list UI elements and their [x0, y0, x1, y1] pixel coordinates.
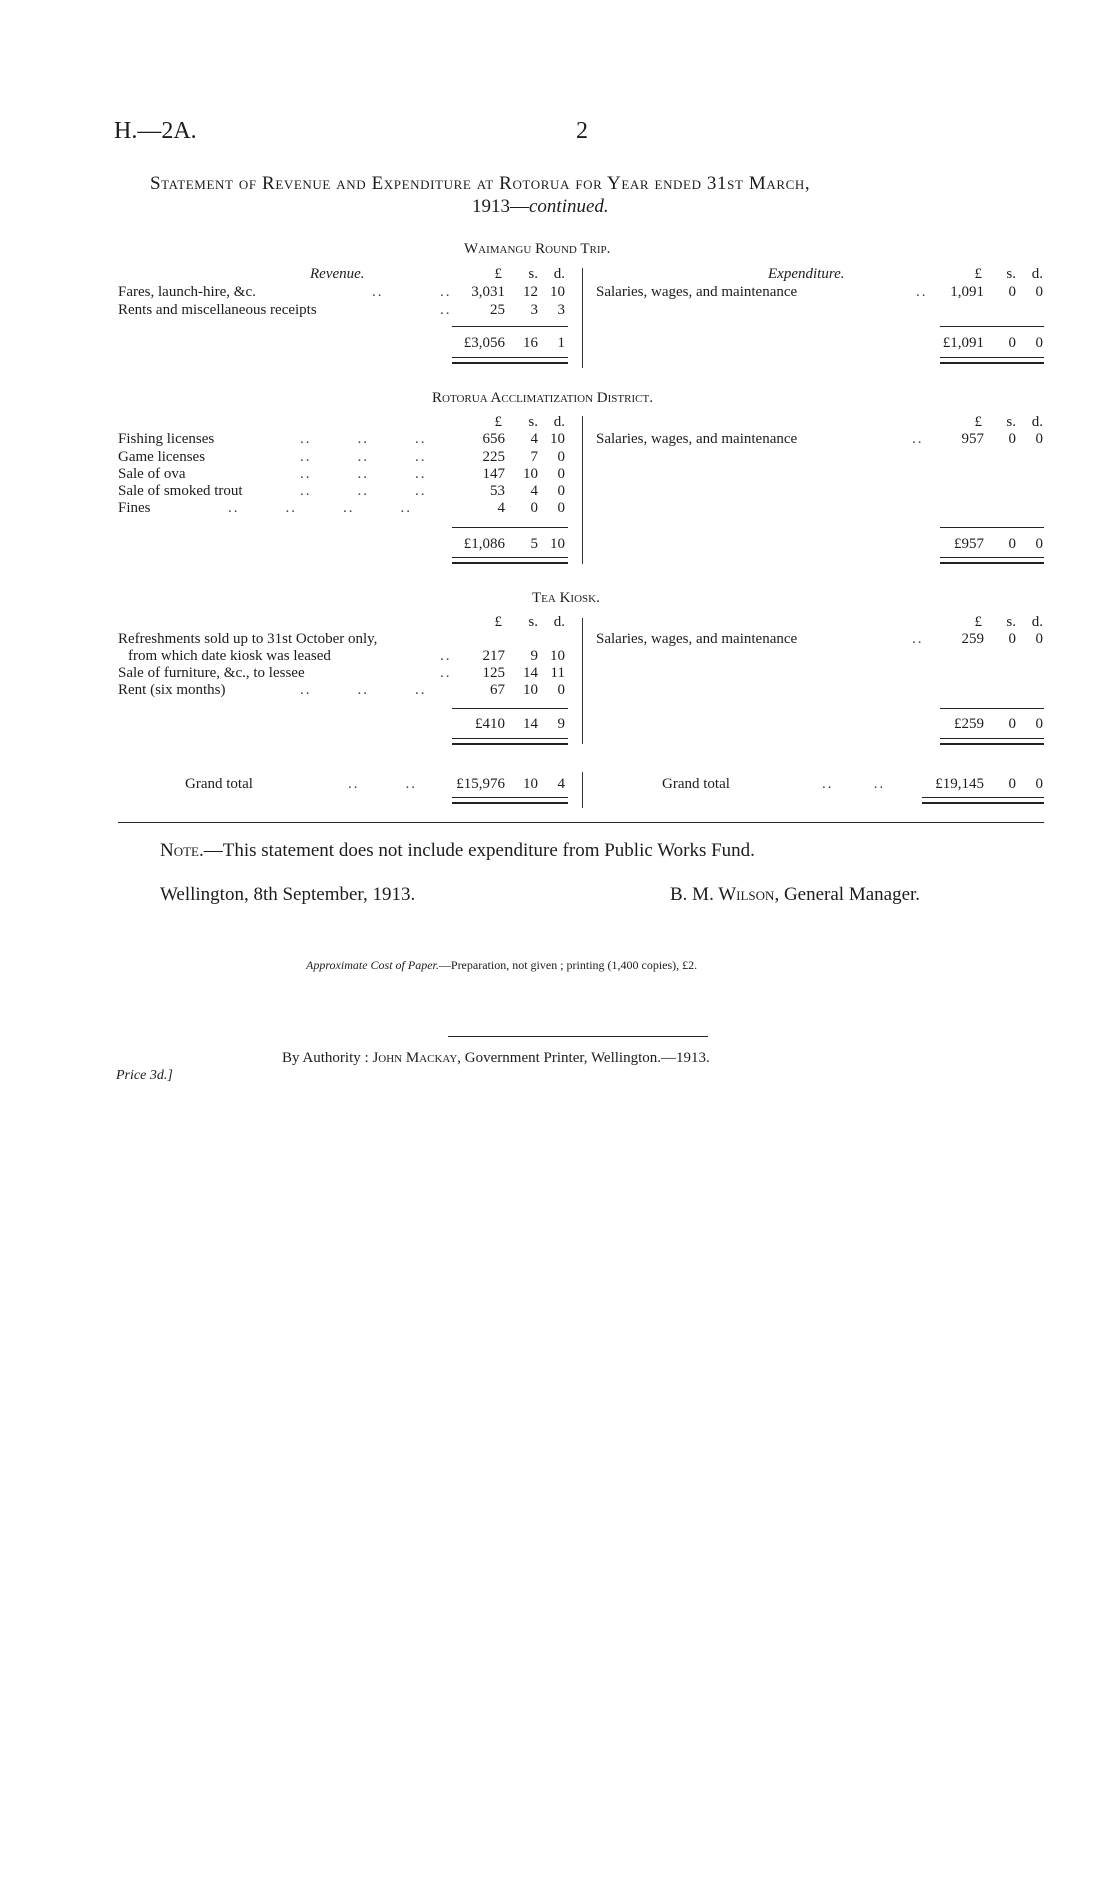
signatory: B. M. Wilson, General Manager. [670, 884, 921, 905]
total-double-rule [452, 557, 568, 564]
expenditure-total-pence: 0 [1035, 335, 1043, 351]
pounds-heading: £ [974, 266, 982, 282]
revenue-item-pence: 0 [557, 682, 565, 698]
revenue-total-pence: 1 [557, 335, 565, 351]
revenue-item-pence: 0 [557, 483, 565, 499]
grand-total-revenue-label: Grand total [185, 776, 253, 792]
revenue-item-pounds: 53 [490, 483, 505, 499]
pounds-heading: £ [974, 614, 982, 630]
pounds-heading: £ [494, 414, 502, 430]
shillings-heading: s. [1006, 614, 1016, 630]
revenue-item-pounds: 147 [482, 466, 505, 482]
table-bottom-rule [118, 822, 1044, 823]
document-reference: H.—2A. [114, 118, 197, 144]
leader-dots: .. [372, 284, 384, 300]
expenditure-total-shillings: 0 [1008, 536, 1016, 552]
leader-dots: .. [440, 648, 452, 664]
expenditure-item-pounds: 1,091 [950, 284, 984, 300]
revenue-item-pence: 0 [557, 500, 565, 516]
expenditure-item-pence: 0 [1035, 284, 1043, 300]
revenue-item-label: Sale of smoked trout [118, 483, 243, 499]
revenue-item-pence: 11 [550, 665, 565, 681]
leader-dots: .. .. [822, 776, 886, 792]
pounds-heading: £ [494, 614, 502, 630]
subtotal-rule [452, 708, 568, 709]
expenditure-total-pence: 0 [1035, 716, 1043, 732]
revenue-item-shillings: 0 [530, 500, 538, 516]
expenditure-item-shillings: 0 [1008, 284, 1016, 300]
revenue-item-pounds: 3,031 [471, 284, 505, 300]
grand-total-double-rule [452, 797, 568, 804]
leader-dots: .. .. .. [300, 431, 427, 447]
grand-total-expenditure-label: Grand total [662, 776, 730, 792]
leader-dots: .. .. .. [300, 682, 427, 698]
expenditure-column-heading: Expenditure. [768, 266, 845, 282]
column-divider [582, 772, 583, 808]
expenditure-item-pence: 0 [1035, 631, 1043, 647]
revenue-total-pounds: £410 [475, 716, 505, 732]
expenditure-total-pounds: £957 [954, 536, 984, 552]
revenue-item-shillings: 14 [523, 665, 538, 681]
revenue-item-pence: 0 [557, 466, 565, 482]
revenue-item-shillings: 12 [523, 284, 538, 300]
subtotal-rule [940, 708, 1044, 709]
section-title-acclimatization: Rotorua Acclimatization District. [432, 390, 653, 406]
grand-total-double-rule [922, 797, 1044, 804]
subtotal-rule [452, 326, 568, 327]
revenue-item-pounds: 4 [497, 500, 505, 516]
revenue-item-pounds: 225 [482, 449, 505, 465]
shillings-heading: s. [528, 414, 538, 430]
grand-total-expenditure-pounds: £19,145 [935, 776, 984, 792]
leader-dots: .. .. .. .. [228, 500, 412, 516]
pounds-heading: £ [494, 266, 502, 282]
revenue-item-pounds: 25 [490, 302, 505, 318]
shillings-heading: s. [1006, 266, 1016, 282]
subtotal-rule [940, 326, 1044, 327]
revenue-item-shillings: 3 [530, 302, 538, 318]
revenue-item-label: Fishing licenses [118, 431, 215, 447]
revenue-item-pence: 3 [557, 302, 565, 318]
total-double-rule [940, 357, 1044, 364]
revenue-item-pounds: 656 [482, 431, 505, 447]
page-number: 2 [576, 118, 588, 144]
revenue-item-label: Fines [118, 500, 151, 516]
revenue-total-shillings: 16 [523, 335, 538, 351]
leader-dots: .. .. [348, 776, 417, 792]
authority-line: By Authority : John Mackay, Government Printer, Wellington.—1913. [282, 1050, 710, 1066]
leader-dots: .. [440, 302, 452, 318]
pence-heading: d. [553, 414, 565, 430]
subtotal-rule [940, 527, 1044, 528]
expenditure-item-pounds: 259 [961, 631, 984, 647]
revenue-item-label-continued: from which date kiosk was leased [128, 648, 331, 664]
total-double-rule [940, 738, 1044, 745]
revenue-total-pence: 9 [557, 716, 565, 732]
leader-dots: .. [440, 284, 452, 300]
note: Note.—This statement does not include expenditure from Public Works Fund. [160, 840, 755, 861]
revenue-item-shillings: 7 [530, 449, 538, 465]
shillings-heading: s. [1006, 414, 1016, 430]
pence-heading: d. [1031, 266, 1043, 282]
pounds-heading: £ [974, 414, 982, 430]
revenue-item-pounds: 217 [482, 648, 505, 664]
expenditure-total-shillings: 0 [1008, 335, 1016, 351]
expenditure-item-shillings: 0 [1008, 631, 1016, 647]
expenditure-total-pounds: £259 [954, 716, 984, 732]
revenue-item-label: Sale of ova [118, 466, 186, 482]
expenditure-item-label: Salaries, wages, and maintenance [596, 284, 798, 300]
grand-total-revenue-pounds: £15,976 [456, 776, 505, 792]
revenue-total-pounds: £1,086 [463, 536, 505, 552]
leader-dots: .. .. .. [300, 483, 427, 499]
revenue-column-heading: Revenue. [310, 266, 365, 282]
revenue-item-shillings: 10 [523, 682, 538, 698]
shillings-heading: s. [528, 614, 538, 630]
column-divider [582, 268, 583, 368]
expenditure-total-pence: 0 [1035, 536, 1043, 552]
leader-dots: .. [912, 631, 924, 647]
grand-total-expenditure-shillings: 0 [1008, 776, 1016, 792]
expenditure-total-shillings: 0 [1008, 716, 1016, 732]
revenue-item-label: Sale of furniture, &c., to lessee [118, 665, 305, 681]
revenue-item-label: Rent (six months) [118, 682, 226, 698]
revenue-item-shillings: 4 [530, 431, 538, 447]
total-double-rule [452, 357, 568, 364]
section-title-waimangu: Waimangu Round Trip. [464, 241, 611, 257]
revenue-item-shillings: 10 [523, 466, 538, 482]
expenditure-item-label: Salaries, wages, and maintenance [596, 631, 798, 647]
revenue-item-label: Game licenses [118, 449, 206, 465]
leader-dots: .. [916, 284, 928, 300]
revenue-item-pence: 0 [557, 449, 565, 465]
statement-title: Statement of Revenue and Expenditure at Rotorua for Year ended 31st March, [150, 173, 811, 194]
shillings-heading: s. [528, 266, 538, 282]
expenditure-item-pence: 0 [1035, 431, 1043, 447]
revenue-total-shillings: 5 [530, 536, 538, 552]
grand-total-revenue-shillings: 10 [523, 776, 538, 792]
price: Price 3d.] [116, 1068, 173, 1083]
pence-heading: d. [1031, 614, 1043, 630]
revenue-item-label: Rents and miscellaneous receipts [118, 302, 317, 318]
expenditure-item-label: Salaries, wages, and maintenance [596, 431, 798, 447]
statement-title-continued: 1913—continued. [472, 196, 609, 217]
expenditure-item-shillings: 0 [1008, 431, 1016, 447]
revenue-item-pence: 10 [550, 284, 565, 300]
revenue-item-label: Refreshments sold up to 31st October only, [118, 631, 378, 647]
revenue-item-pence: 10 [550, 431, 565, 447]
revenue-item-label: Fares, launch-hire, &c. [118, 284, 256, 300]
revenue-item-pence: 10 [550, 648, 565, 664]
section-title-tea-kiosk: Tea Kiosk. [532, 590, 600, 606]
subtotal-rule [452, 527, 568, 528]
revenue-item-pounds: 125 [482, 665, 505, 681]
leader-dots: .. [912, 431, 924, 447]
total-double-rule [940, 557, 1044, 564]
expenditure-total-pounds: £1,091 [942, 335, 984, 351]
cost-of-paper: Approximate Cost of Paper.—Preparation, not given ; printing (1,400 copies), £2. [306, 958, 698, 972]
place-and-date: Wellington, 8th September, 1913. [160, 884, 416, 905]
revenue-item-pounds: 67 [490, 682, 505, 698]
leader-dots: .. .. .. [300, 466, 427, 482]
leader-dots: .. [440, 665, 452, 681]
total-double-rule [452, 738, 568, 745]
expenditure-item-pounds: 957 [961, 431, 984, 447]
revenue-total-pence: 10 [550, 536, 565, 552]
column-divider [582, 618, 583, 744]
pence-heading: d. [553, 614, 565, 630]
printer-rule [448, 1036, 708, 1037]
revenue-item-shillings: 4 [530, 483, 538, 499]
leader-dots: .. .. .. [300, 449, 427, 465]
pence-heading: d. [1031, 414, 1043, 430]
pence-heading: d. [553, 266, 565, 282]
grand-total-revenue-pence: 4 [557, 776, 565, 792]
revenue-total-shillings: 14 [523, 716, 538, 732]
column-divider [582, 416, 583, 564]
grand-total-expenditure-pence: 0 [1035, 776, 1043, 792]
revenue-item-shillings: 9 [530, 648, 538, 664]
revenue-total-pounds: £3,056 [463, 335, 505, 351]
